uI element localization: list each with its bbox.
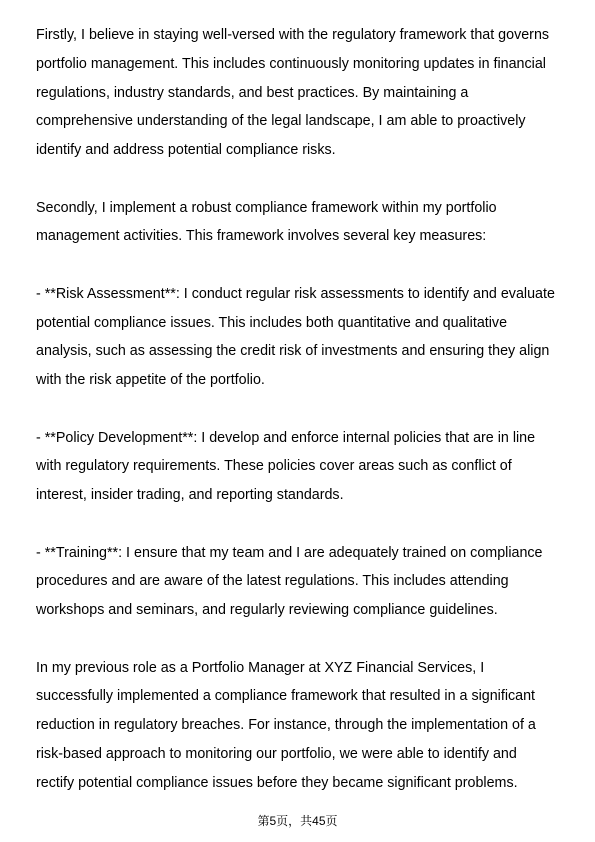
text-line: procedures and are aware of the latest regulations. This includes attending bbox=[36, 573, 509, 590]
text-line: rectify potential compliance issues before they became significant problems. bbox=[36, 774, 518, 791]
text-line: Firstly, I believe in staying well-versed with the regulatory framework that governs bbox=[36, 27, 550, 43]
text-line: workshops and seminars, and regularly reviewing compliance guidelines. bbox=[36, 602, 498, 618]
text-line: identify and address potential compliance risks. bbox=[36, 142, 336, 158]
text-line: risk-based approach to monitoring our portfolio, we were able to identify and bbox=[36, 745, 517, 762]
text-line: - **Policy Development**: I develop and enforce internal policies that are in line bbox=[36, 429, 536, 446]
page-number-footer: 第5页，共45页 bbox=[257, 814, 338, 828]
paragraph-policy-development bbox=[36, 424, 566, 510]
text-line: successfully implemented a compliance framework that resulted in a significant bbox=[36, 688, 536, 705]
text-line: - **Training**: I ensure that my team and I are adequately trained on compliance bbox=[36, 544, 543, 561]
text-line: interest, insider trading, and reporting standards. bbox=[36, 487, 344, 503]
paragraph-training bbox=[36, 539, 566, 625]
document-body bbox=[36, 21, 566, 826]
text-line: with regulatory requirements. These policies cover areas such as conflict of bbox=[36, 458, 512, 475]
text-line: regulations, industry standards, and best practices. By maintaining a bbox=[36, 84, 469, 101]
text-line: management activities. This framework involves several key measures: bbox=[36, 228, 487, 245]
text-line: analysis, such as assessing the credit risk of investments and ensuring they align bbox=[36, 343, 550, 360]
text-line: - **Risk Assessment**: I conduct regular risk assessments to identify and evaluate bbox=[36, 285, 555, 302]
text-line: In my previous role as a Portfolio Manager at XYZ Financial Services, I bbox=[36, 659, 485, 676]
text-line: reduction in regulatory breaches. For instance, through the implementation of a bbox=[36, 717, 536, 733]
paragraph-risk-assessment bbox=[36, 280, 566, 395]
paragraph-previous-role bbox=[36, 654, 566, 798]
text-line: potential compliance issues. This includes both quantitative and qualitative bbox=[36, 314, 508, 331]
paragraph-compliance-framework bbox=[36, 194, 566, 252]
text-line: portfolio management. This includes continuously monitoring updates in financial bbox=[36, 55, 546, 72]
text-line: comprehensive understanding of the legal landscape, I am able to proactively bbox=[36, 113, 526, 130]
paragraph-regulatory-framework bbox=[36, 21, 566, 165]
text-line: with the risk appetite of the portfolio. bbox=[36, 372, 265, 388]
text-line: Secondly, I implement a robust compliance framework within my portfolio bbox=[36, 199, 497, 216]
